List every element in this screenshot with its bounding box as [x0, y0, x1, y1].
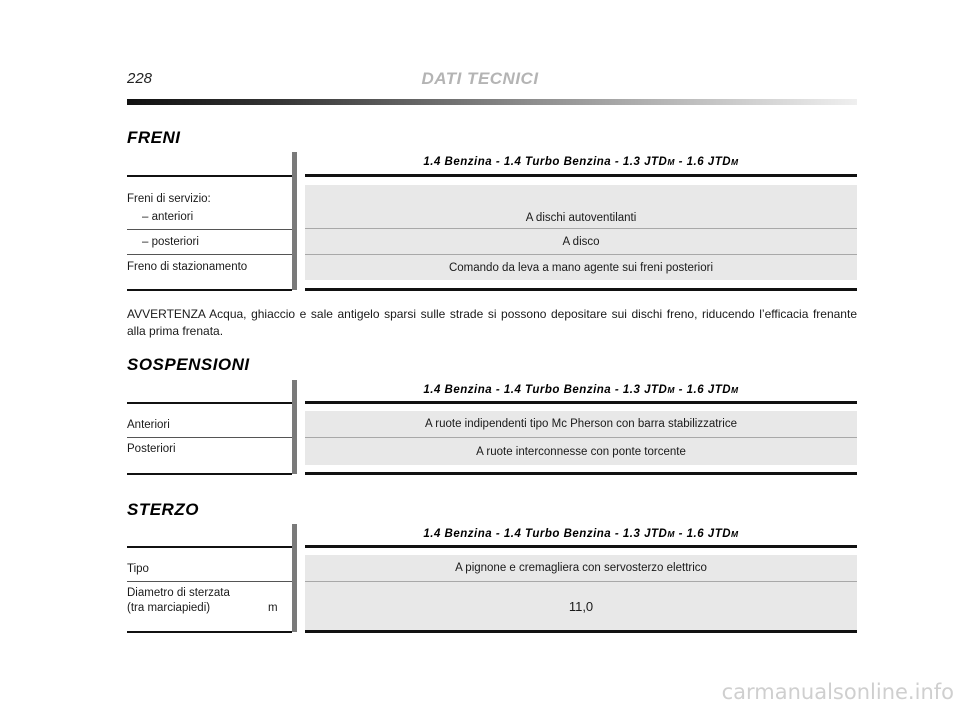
row-label: Freno di stazionamento — [127, 261, 248, 273]
table-top-rule — [305, 174, 857, 177]
label-row-rule — [127, 229, 292, 230]
label-top-rule — [127, 402, 292, 404]
table-bottom-rule — [305, 630, 857, 633]
column-divider-bar — [292, 524, 297, 632]
label-row-rule — [127, 581, 292, 582]
table-cell: 11,0 — [305, 582, 857, 630]
table-cell: A dischi autoventilanti — [305, 185, 857, 228]
label-top-rule — [127, 175, 292, 177]
page-number: 228 — [127, 70, 153, 87]
row-label: – posteriori — [142, 236, 199, 248]
label-row-rule — [127, 254, 292, 255]
row-label: (tra marciapiedi) — [127, 602, 211, 614]
table-cell: A ruote indipendenti tipo Mc Pherson con barra stabilizzatrice — [305, 411, 857, 437]
column-header-sterzo: 1.4 Benzina - 1.4 Turbo Benzina - 1.3 JTDM - 1.6 JTDM — [423, 528, 739, 540]
label-top-rule — [127, 546, 292, 548]
table-cell: A pignone e cremagliera con servosterzo elettrico — [305, 555, 857, 581]
row-label: Posteriori — [127, 443, 176, 455]
warning-text: AVVERTENZA Acqua, ghiaccio e sale antigelo sparsi sulle strade si possono depositare sui dischi freno, riducendo l’efficacia frenante alla prima frenata. — [127, 307, 857, 338]
table-bottom-rule — [305, 288, 857, 291]
section-title-sterzo: STERZO — [127, 500, 199, 519]
column-divider-bar — [292, 152, 297, 290]
section-title-sospensioni: SOSPENSIONI — [127, 355, 250, 374]
table-top-rule — [305, 545, 857, 548]
unit-label: m — [268, 602, 278, 614]
table-top-rule — [305, 401, 857, 404]
label-bottom-rule — [127, 473, 292, 475]
label-row-rule — [127, 437, 292, 438]
row-label: Anteriori — [127, 419, 170, 431]
row-label: Tipo — [127, 563, 149, 575]
page-title: DATI TECNICI — [421, 69, 539, 88]
section-title-freni: FRENI — [127, 128, 181, 147]
table-cell: A disco — [305, 229, 857, 254]
table-cell: Comando da leva a mano agente sui freni posteriori — [305, 255, 857, 280]
row-label: Diametro di sterzata — [127, 587, 230, 599]
header-rule — [127, 99, 857, 105]
watermark: carmanualsonline.info — [721, 680, 954, 704]
column-header-freni: 1.4 Benzina - 1.4 Turbo Benzina - 1.3 JTDM - 1.6 JTDM — [423, 156, 739, 168]
row-label: Freni di servizio: — [127, 193, 211, 205]
label-bottom-rule — [127, 631, 292, 633]
row-label: – anteriori — [142, 211, 194, 223]
column-header-sospensioni: 1.4 Benzina - 1.4 Turbo Benzina - 1.3 JTDM - 1.6 JTDM — [423, 384, 739, 396]
table-cell: A ruote interconnesse con ponte torcente — [305, 438, 857, 465]
table-bottom-rule — [305, 472, 857, 475]
column-divider-bar — [292, 380, 297, 474]
label-bottom-rule — [127, 289, 292, 291]
